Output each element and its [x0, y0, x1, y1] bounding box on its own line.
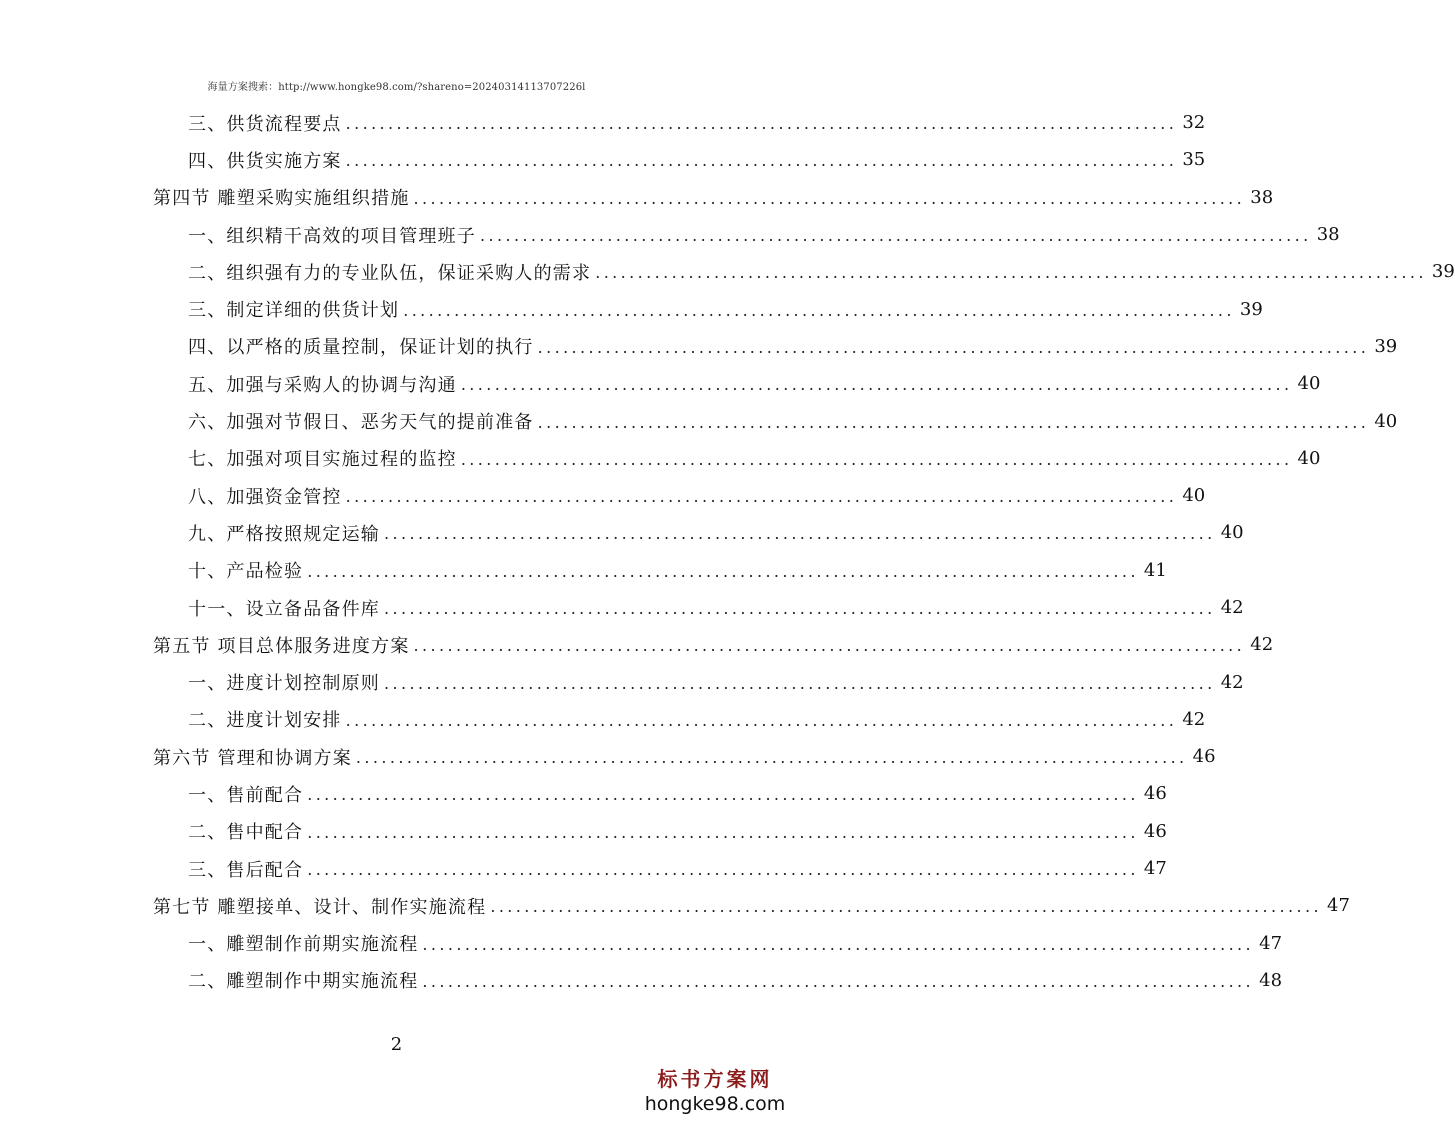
toc-entry-label: 三、售后配合	[188, 859, 304, 881]
site-watermark-logo	[640, 1066, 790, 1116]
toc-subsection-entry	[0, 813, 1167, 850]
toc-dot-leader: ..................................................................................................	[422, 971, 1255, 991]
toc-entry-page-number: 38	[1316, 224, 1340, 246]
toc-subsection-entry	[0, 552, 1167, 589]
toc-entry-label: 一、售前配合	[188, 784, 304, 806]
toc-dot-leader: ..................................................................................................	[403, 300, 1235, 320]
toc-dot-leader: ..................................................................................................	[537, 337, 1370, 357]
toc-entry-page-number: 42	[1220, 671, 1244, 693]
toc-subsection-entry	[0, 440, 1321, 477]
toc-entry-label: 五、加强与采购人的协调与沟通	[188, 374, 457, 396]
toc-dot-leader: ..................................................................................................	[460, 375, 1293, 395]
toc-entry-page-number: 32	[1182, 112, 1206, 134]
toc-entry-page-number: 35	[1182, 149, 1206, 171]
toc-entry-label: 二、雕塑制作中期实施流程	[188, 971, 419, 993]
toc-entry-label: 四、供货实施方案	[188, 150, 342, 172]
toc-entry-label: 一、组织精干高效的项目管理班子	[188, 225, 476, 247]
watermark-title: 标书方案网	[657, 1067, 773, 1091]
toc-entry-label: 八、加强资金管控	[188, 486, 342, 508]
toc-dot-leader: ..................................................................................................	[345, 151, 1178, 171]
toc-entry-label: 第七节 雕塑接单、设计、制作实施流程	[153, 896, 487, 918]
toc-dot-leader: ..................................................................................................	[355, 748, 1188, 768]
toc-subsection-entry	[0, 365, 1321, 402]
toc-subsection-entry	[0, 850, 1167, 887]
toc-section-entry	[0, 626, 1274, 663]
toc-dot-leader: ..................................................................................................	[345, 487, 1178, 507]
toc-entry-page-number: 39	[1374, 335, 1398, 357]
toc-subsection-entry	[0, 663, 1244, 700]
watermark-url: hongke98.com	[644, 1093, 786, 1115]
toc-subsection-entry	[0, 290, 1263, 327]
toc-entry-page-number: 47	[1327, 895, 1350, 917]
toc-subsection-entry	[0, 141, 1206, 178]
toc-entry-page-number: 40	[1297, 373, 1321, 395]
toc-section-entry	[0, 179, 1274, 216]
toc-subsection-entry	[0, 402, 1398, 439]
toc-entry-page-number: 39	[1431, 261, 1455, 283]
toc-entry-page-number: 42	[1220, 597, 1244, 618]
toc-entry-label: 第五节 项目总体服务进度方案	[153, 635, 410, 657]
toc-subsection-entry	[0, 253, 1455, 290]
page-number: 2	[390, 1034, 403, 1055]
toc-entry-label: 二、进度计划安排	[188, 710, 342, 732]
toc-entry-page-number: 40	[1297, 447, 1321, 469]
toc-dot-leader: ..................................................................................................	[480, 226, 1312, 246]
toc-subsection-entry	[0, 775, 1167, 812]
toc-dot-leader: ..................................................................................................	[413, 636, 1246, 656]
toc-entry-page-number: 46	[1143, 783, 1167, 805]
toc-subsection-entry	[0, 925, 1283, 962]
toc-entry-label: 七、加强对项目实施过程的监控	[188, 449, 457, 471]
toc-dot-leader: ..................................................................................................	[490, 897, 1322, 917]
toc-entry-label: 第四节 雕塑采购实施组织措施	[153, 188, 410, 210]
toc-entry-label: 二、售中配合	[188, 822, 304, 844]
toc-dot-leader: ..................................................................................................	[384, 673, 1216, 693]
toc-entry-label: 九、严格按照规定运输	[188, 523, 380, 545]
toc-entry-label: 四、以严格的质量控制，保证计划的执行	[188, 337, 534, 359]
toc-entry-page-number: 48	[1259, 969, 1283, 991]
toc-subsection-entry	[0, 514, 1244, 551]
toc-subsection-entry	[0, 589, 1244, 626]
toc-dot-leader: ..................................................................................................	[345, 710, 1178, 730]
toc-dot-leader: ..................................................................................................	[384, 524, 1216, 544]
toc-subsection-entry	[0, 328, 1398, 365]
toc-subsection-entry	[0, 104, 1206, 141]
toc-subsection-entry	[0, 477, 1206, 514]
toc-entry-page-number: 42	[1182, 708, 1206, 730]
toc-subsection-entry	[0, 216, 1340, 253]
toc-dot-leader: ..................................................................................................	[307, 860, 1139, 880]
toc-dot-leader: ..................................................................................................	[460, 449, 1293, 469]
toc-entry-page-number: 47	[1259, 932, 1283, 954]
toc-dot-leader: ..................................................................................................	[307, 561, 1139, 581]
toc-subsection-entry	[0, 701, 1206, 738]
toc-entry-page-number: 47	[1143, 858, 1167, 880]
toc-entry-page-number: 41	[1143, 559, 1167, 581]
toc-entry-label: 三、制定详细的供货计划	[188, 300, 400, 322]
toc-entry-label: 十一、设立备品备件库	[188, 598, 380, 620]
toc-section-entry	[0, 738, 1216, 775]
toc-entry-page-number: 42	[1250, 634, 1274, 656]
page-header-search-link: 海量方案搜索：http://www.hongke98.com/?shareno=20240314113707226l	[207, 82, 586, 93]
toc-entry-label: 十、产品检验	[188, 561, 304, 583]
toc-dot-leader: ..................................................................................................	[422, 934, 1255, 954]
toc-entry-page-number: 40	[1374, 410, 1398, 432]
toc-dot-leader: ..................................................................................................	[537, 412, 1370, 432]
toc-entry-page-number: 46	[1143, 820, 1167, 842]
toc-dot-leader: ..................................................................................................	[595, 263, 1427, 283]
toc-dot-leader: ..................................................................................................	[307, 822, 1139, 842]
table-of-contents	[0, 104, 1455, 999]
toc-dot-leader: ..................................................................................................	[345, 114, 1178, 134]
toc-dot-leader: ..................................................................................................	[384, 599, 1216, 618]
toc-section-entry	[0, 887, 1350, 924]
toc-entry-label: 二、组织强有力的专业队伍，保证采购人的需求	[188, 262, 592, 284]
toc-subsection-entry	[0, 962, 1283, 999]
toc-entry-label: 六、加强对节假日、恶劣天气的提前准备	[188, 412, 534, 434]
toc-entry-label: 第六节 管理和协调方案	[153, 747, 352, 769]
toc-entry-page-number: 46	[1192, 746, 1216, 768]
toc-dot-leader: ..................................................................................................	[307, 785, 1139, 805]
toc-entry-label: 一、雕塑制作前期实施流程	[188, 934, 419, 956]
toc-entry-page-number: 40	[1220, 522, 1244, 544]
toc-entry-page-number: 39	[1239, 298, 1263, 320]
toc-entry-page-number: 40	[1182, 485, 1206, 507]
toc-entry-page-number: 38	[1250, 186, 1274, 208]
toc-dot-leader: ..................................................................................................	[413, 188, 1246, 208]
toc-entry-label: 一、进度计划控制原则	[188, 673, 380, 695]
toc-entry-label: 三、供货流程要点	[188, 113, 342, 135]
